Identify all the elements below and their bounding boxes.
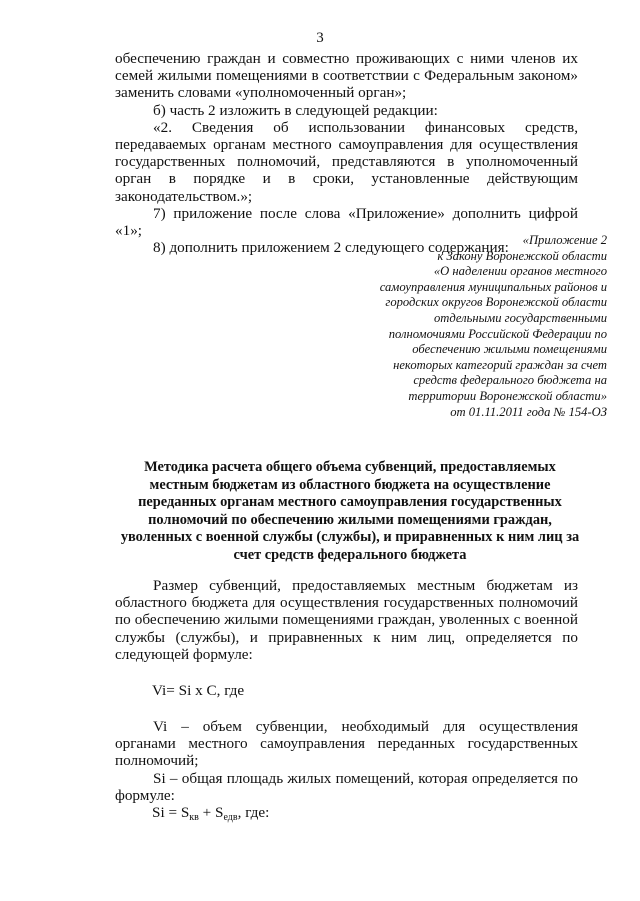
appendix-line: территории Воронежской области» <box>408 388 607 403</box>
appendix-line: городских округов Воронежской области <box>385 295 607 310</box>
title-line: полномочий по обеспечению жилыми помещениями граждан, <box>148 511 552 528</box>
title-line: уволенных с военной службы (службы), и приравненных к ним лиц за <box>120 529 580 546</box>
amendment-text <box>115 50 578 256</box>
appendix-line: средств федерального бюджета на <box>413 373 607 388</box>
formula-subscript: кв <box>189 812 199 823</box>
definition-vi: Vi – объем субвенции, необходимый для осуществления органами местного самоуправления переданных государственных полномочий; <box>115 718 578 770</box>
intro-text <box>115 577 578 663</box>
methodology-title <box>110 459 590 565</box>
paragraph: 8) дополнить приложением 2 следующего содержания: <box>153 239 509 257</box>
definitions-text <box>115 718 578 804</box>
formula-vi: Vi= Si x C, где <box>152 682 245 699</box>
appendix-line: полномочиями Российской Федерации по <box>388 326 607 341</box>
appendix-reference <box>337 233 607 420</box>
paragraph: обеспечению граждан и совместно проживающих с ними членов их семей жилыми помещениями в соответствии с Федеральным законом» заменить словами «уполномоченный орган»; <box>115 50 578 102</box>
appendix-line: от 01.11.2011 года № 154-ОЗ <box>450 404 607 419</box>
appendix-line: самоуправления муниципальных районов и <box>379 279 607 294</box>
appendix-line: «О наделении органов местного <box>433 264 607 279</box>
appendix-line: к Закону Воронежской области <box>437 248 607 263</box>
formula-part: + S <box>198 804 224 821</box>
appendix-line: «Приложение 2 <box>522 233 607 247</box>
formula-subscript: едв <box>223 812 238 823</box>
paragraph: б) часть 2 изложить в следующей редакции: <box>153 101 438 119</box>
title-line: местным бюджетам из областного бюджета на осуществление <box>149 476 551 493</box>
appendix-line: некоторых категорий граждан за счет <box>393 357 607 372</box>
paragraph: «2. Сведения об использовании финансовых средств, передаваемых органам местного самоуправления для осуществления государственных полномочий, представляются в уполномоченный орган в порядке и в сроки, установленные действующим законодательством.»; <box>115 118 578 205</box>
formula-part: , где: <box>237 804 270 821</box>
paragraph: Размер субвенций, предоставляемых местным бюджетам из областного бюджета для осуществления государственных полномочий по обеспечению жилыми помещениями граждан, уволенных с военной службы (службы), и приравненных к ним лиц, определяется по следующей формуле: <box>115 577 578 663</box>
appendix-line: отдельными государственными <box>433 310 607 325</box>
page-number: 3 <box>316 30 324 46</box>
appendix-line: обеспечению жилыми помещениями <box>412 342 607 357</box>
paragraph: 7) приложение после слова «Приложение» дополнить цифрой «1»; <box>115 204 578 240</box>
definition-si: Si – общая площадь жилых помещений, которая определяется по формуле: <box>115 769 578 804</box>
title-line: переданных органам местного самоуправления государственных <box>138 494 562 511</box>
formula-si <box>152 804 269 822</box>
title-line: Методика расчета общего объема субвенций, предоставляемых <box>144 459 556 475</box>
formula-part: Si = S <box>152 804 190 821</box>
title-line: счет средств федерального бюджета <box>233 546 467 563</box>
